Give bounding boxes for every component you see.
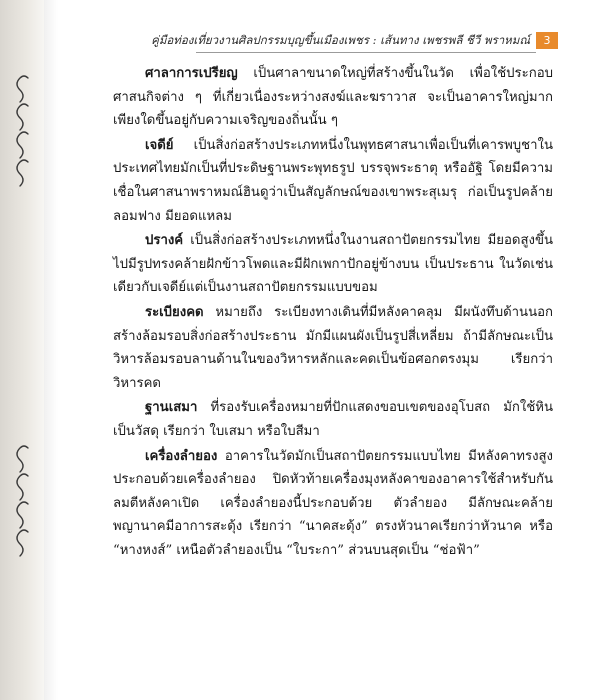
glossary-body: [113, 62, 553, 563]
entry-text: หมายถึง ระเบียงทางเดินที่มีหลังคาคลุม มีผนังทึบด้านนอกสร้างล้อมรอบสิ่งก่อสร้างประธาน มักมีแผนผังเป็นรูปสี่เหลี่ยม ถ้ามีลักษณะเป็นวิหารล้อมรอบลานด้านในของวิหารหลักและคดเป็นข้อศอกตรงมุม เรียกว่า วิหารคด: [113, 304, 553, 391]
entry-text: เป็นสิ่งก่อสร้างประเภทหนึ่งในพุทธศาสนาเพื่อเป็นที่เคารพบูชาในประเทศไทยมักเป็นที่ประดิษฐานพระพุทธรูป บรรจุพระธาตุ หรืออัฐิ โดยมีความเชื่อในศาสนาพราหมณ์ฮินดูว่าเป็นสัญลักษณ์ของเขาพระสุเมรุ ก่อเป็นรูปคล้ายลอมฟาง มียอดแหลม: [113, 137, 553, 224]
glossary-entry-gallery: [113, 301, 553, 395]
header-rule: [196, 52, 536, 53]
entry-text: ที่รองรับเครื่องหมายที่ปักแสดงขอบเขตของอุโบสถ มักใช้หินเป็นวัสดุ เรียกว่า ใบเสมา หรือใบสีมา: [113, 400, 553, 439]
entry-term: ฐานเสมา: [145, 400, 198, 416]
side-ornament-bottom: [6, 440, 42, 560]
entry-text: อาคารในวัดมักเป็นสถาปัตยกรรมแบบไทย มีหลังคาทรงสูงประกอบด้วยเครื่องลำยอง ปิดหัวท้ายเครื่องมุงหลังคาของอาคารใช้สำหรับกันลมตีหลังคาเปิด เครื่องลำยองนี้ประกอบด้วย ตัวลำยอง มีลักษณะคล้ายพญานาคมีอาการสะดุ้ง เรียกว่า “นาคสะดุ้ง” ตรงหัวนาคเรียกว่าหัวนาค หรือ “หางหงส์” เหนือตัวลำยองเป็น “ใบระกา” ส่วนบนสุดเป็น “ช่อฟ้า”: [113, 448, 553, 558]
entry-term: เครื่องลำยอง: [145, 448, 218, 464]
page-number-badge: 3: [536, 32, 558, 49]
entry-text: เป็นศาลาขนาดใหญ่ที่สร้างขึ้นในวัด เพื่อใช้ประกอบศาสนกิจต่าง ๆ ที่เกี่ยวเนื่องระหว่างสงฆ์และฆราวาส จะเป็นอาคารใหญ่มากเพียงใดขึ้นอยู่กับความเจริญของถิ่นนั้น ๆ: [113, 66, 553, 129]
entry-term: เจดีย์: [145, 137, 174, 153]
glossary-entry-sala: [113, 62, 553, 133]
glossary-entry-chedi: [113, 134, 553, 228]
header-title: คู่มือท่องเที่ยวงานศิลปกรรมบุญขึ้นเมืองเพชร : เส้นทาง เพชรพลี ชีวี พราหมณ์: [151, 33, 530, 47]
glossary-entry-lamyong: [113, 445, 553, 563]
entry-term: ปรางค์: [145, 233, 184, 249]
side-ornament-top: [6, 70, 42, 190]
entry-term: ระเบียงคด: [145, 304, 204, 320]
entry-term: ศาลาการเปรียญ: [145, 66, 238, 81]
entry-text: เป็นสิ่งก่อสร้างประเภทหนึ่งในงานสถาปัตยกรรมไทย มียอดสูงขึ้นไปมีรูปทรงคล้ายฝักข้าวโพดและมีฝักเพกาปักอยู่ข้างบน เป็นประธาน ในวัดเช่นเดียวกับเจดีย์แต่เป็นงานสถาปัตยกรรมแบบขอม: [113, 233, 553, 296]
glossary-entry-prang: [113, 229, 553, 300]
gutter-shadow: [44, 0, 58, 700]
running-header: [151, 32, 558, 52]
glossary-entry-sema-base: [113, 396, 553, 443]
